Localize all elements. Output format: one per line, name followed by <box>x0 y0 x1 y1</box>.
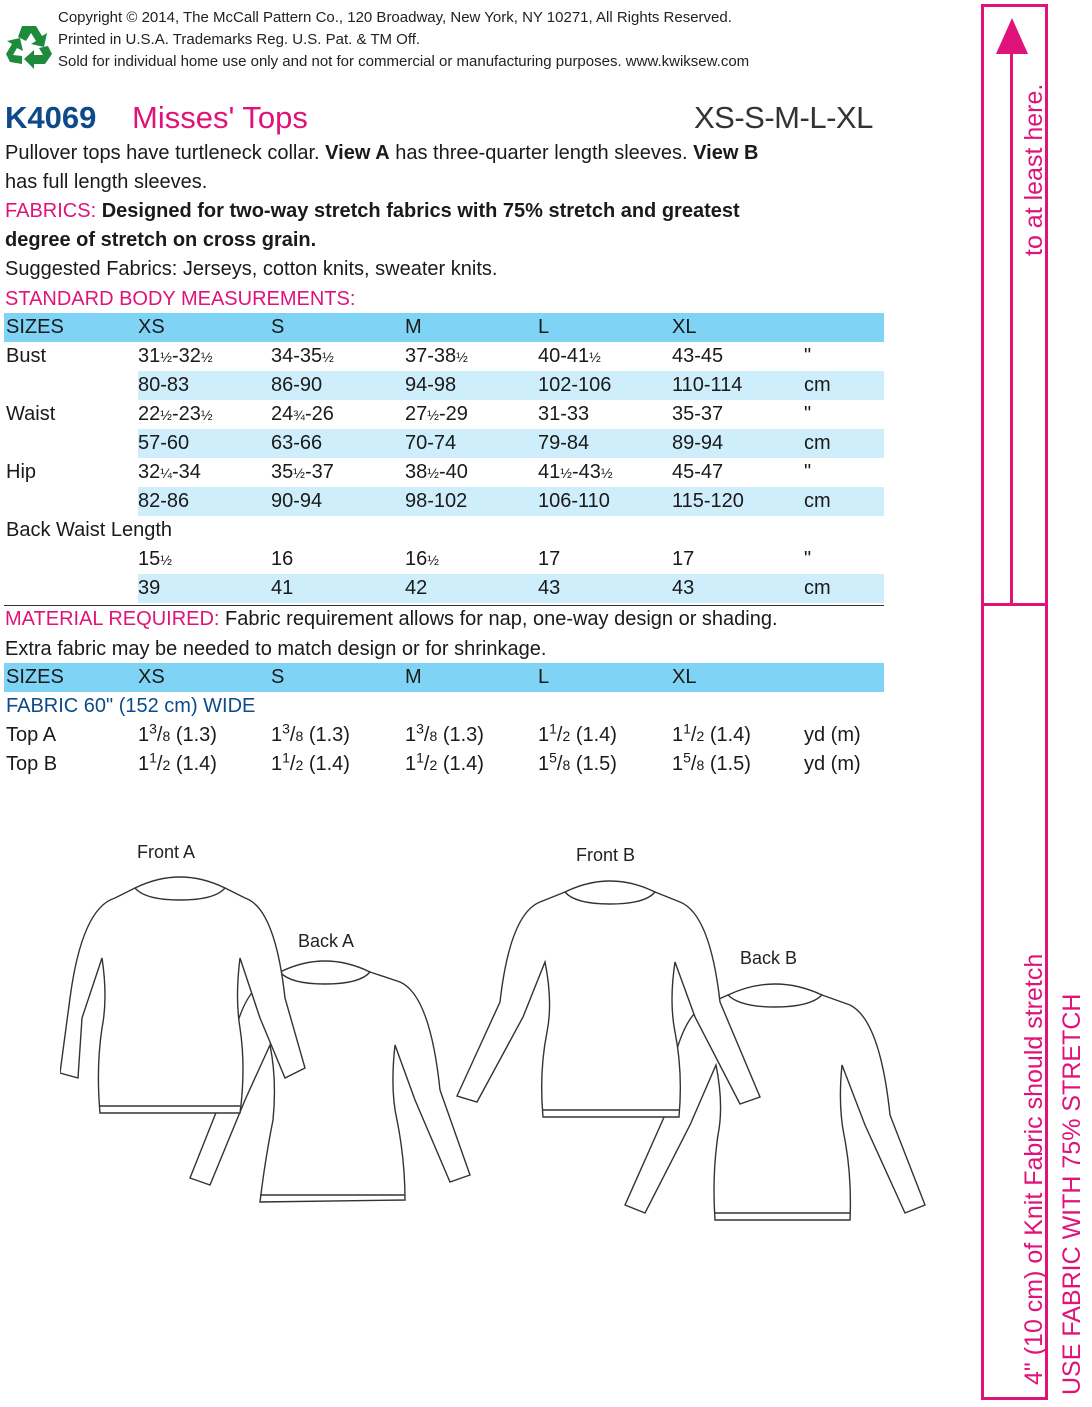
label-front-a: Front A <box>137 842 196 862</box>
description-line-2: has full length sleeves. <box>5 171 208 193</box>
stretch-instruction-text: 4" (10 cm) of Knit Fabric should stretch <box>1020 953 1048 1385</box>
fabrics-line-2: degree of stretch on cross grain. <box>5 229 317 251</box>
table-row: Waist 22½-23½ 24¾-26 27½-29 31-33 35-37 " <box>4 400 884 429</box>
header-xl: XL <box>672 313 804 342</box>
front-b-illustration <box>455 872 765 1132</box>
table-row <box>4 516 884 545</box>
material-line-1: MATERIAL REQUIRED: Fabric requirement allows for nap, one-way design or shading. <box>5 608 778 630</box>
arrow-up-icon <box>996 18 1028 54</box>
fabric-width-label: FABRIC 60" (152 cm) WIDE <box>6 695 256 717</box>
table-row: Top A $1^3/8$ (1.3) $1^3/8$ (1.3) $1^3/8$ (1.3) $1^1/2$ (1.4) $1^1/2$ (1.4) yd (m) <box>6 720 861 746</box>
measurements-heading: STANDARD BODY MEASUREMENTS: <box>5 288 356 310</box>
table-row: 57-60 63-66 70-74 79-84 89-94 cm <box>4 429 884 458</box>
table-row <box>4 692 884 721</box>
pattern-sizes: XS-S-M-L-XL <box>694 100 873 135</box>
pattern-code: K4069 <box>5 100 97 135</box>
table-row: Top B $1^1/2$ (1.4) $1^1/2$ (1.4) $1^1/2$ (1.4) $1^5/8$ (1.5) $1^5/8$ (1.5) yd (m) <box>6 749 861 775</box>
table-row: Bust 31½-32½ 34-35½ 37-38½ 40-41½ 43-45 " <box>4 342 884 371</box>
copyright-line-2: Printed in U.S.A. Trademarks Reg. U.S. Pat. & TM Off. <box>58 31 421 48</box>
copyright-line-1: Copyright © 2014, The McCall Pattern Co., 120 Broadway, New York, NY 10271, All Rights Reserved. <box>58 9 732 26</box>
stretch-gauge-divider <box>981 603 1048 606</box>
stretch-arrow-line <box>1010 50 1013 604</box>
table-header-row <box>4 313 884 342</box>
table-row: 39 41 42 43 43 cm <box>4 574 884 603</box>
header-xs: XS <box>138 313 271 342</box>
material-line-2: Extra fabric may be needed to match design or for shrinkage. <box>5 638 547 660</box>
label-back-a: Back A <box>298 931 355 951</box>
fabrics-line-1: FABRICS: Designed for two-way stretch fabrics with 75% stretch and greatest <box>5 200 740 222</box>
stretch-target-text: to at least here. <box>1020 83 1048 256</box>
header-sizes: SIZES <box>4 313 138 342</box>
row-label: Bust <box>6 345 47 367</box>
header-l: L <box>538 313 672 342</box>
copyright-line-3: Sold for individual home use only and not for commercial or manufacturing purposes. www.kwiksew.com <box>58 53 750 70</box>
row-label: Waist <box>6 403 56 425</box>
row-label: Back Waist Length <box>6 519 173 541</box>
table-row: 82-86 90-94 98-102 106-110 115-120 cm <box>4 487 884 516</box>
row-label: Hip <box>6 461 37 483</box>
description-line-1: Pullover tops have turtleneck collar. View A has three-quarter length sleeves. View B <box>5 142 759 164</box>
measurements-table <box>4 313 884 603</box>
table-row: 80-83 86-90 94-98 102-106 110-114 cm <box>4 371 884 400</box>
stretch-requirement-text: USE FABRIC WITH 75% STRETCH <box>1058 993 1086 1395</box>
header-s: S <box>271 313 405 342</box>
material-table <box>4 663 884 779</box>
front-a-illustration <box>60 868 310 1128</box>
recycle-icon <box>4 22 54 72</box>
table-row: Hip 32¼-34 35½-37 38½-40 41½-43½ 45-47 " <box>4 458 884 487</box>
table-row: 15½ 16 16½ 17 17 " <box>138 548 812 570</box>
label-back-b: Back B <box>740 948 798 968</box>
table-header-row: SIZES XS S M L XL <box>4 663 884 692</box>
header-m: M <box>405 313 538 342</box>
suggested-fabrics: Suggested Fabrics: Jerseys, cotton knits, sweater knits. <box>5 258 498 280</box>
pattern-name: Misses' Tops <box>132 100 308 135</box>
label-front-b: Front B <box>576 845 636 865</box>
